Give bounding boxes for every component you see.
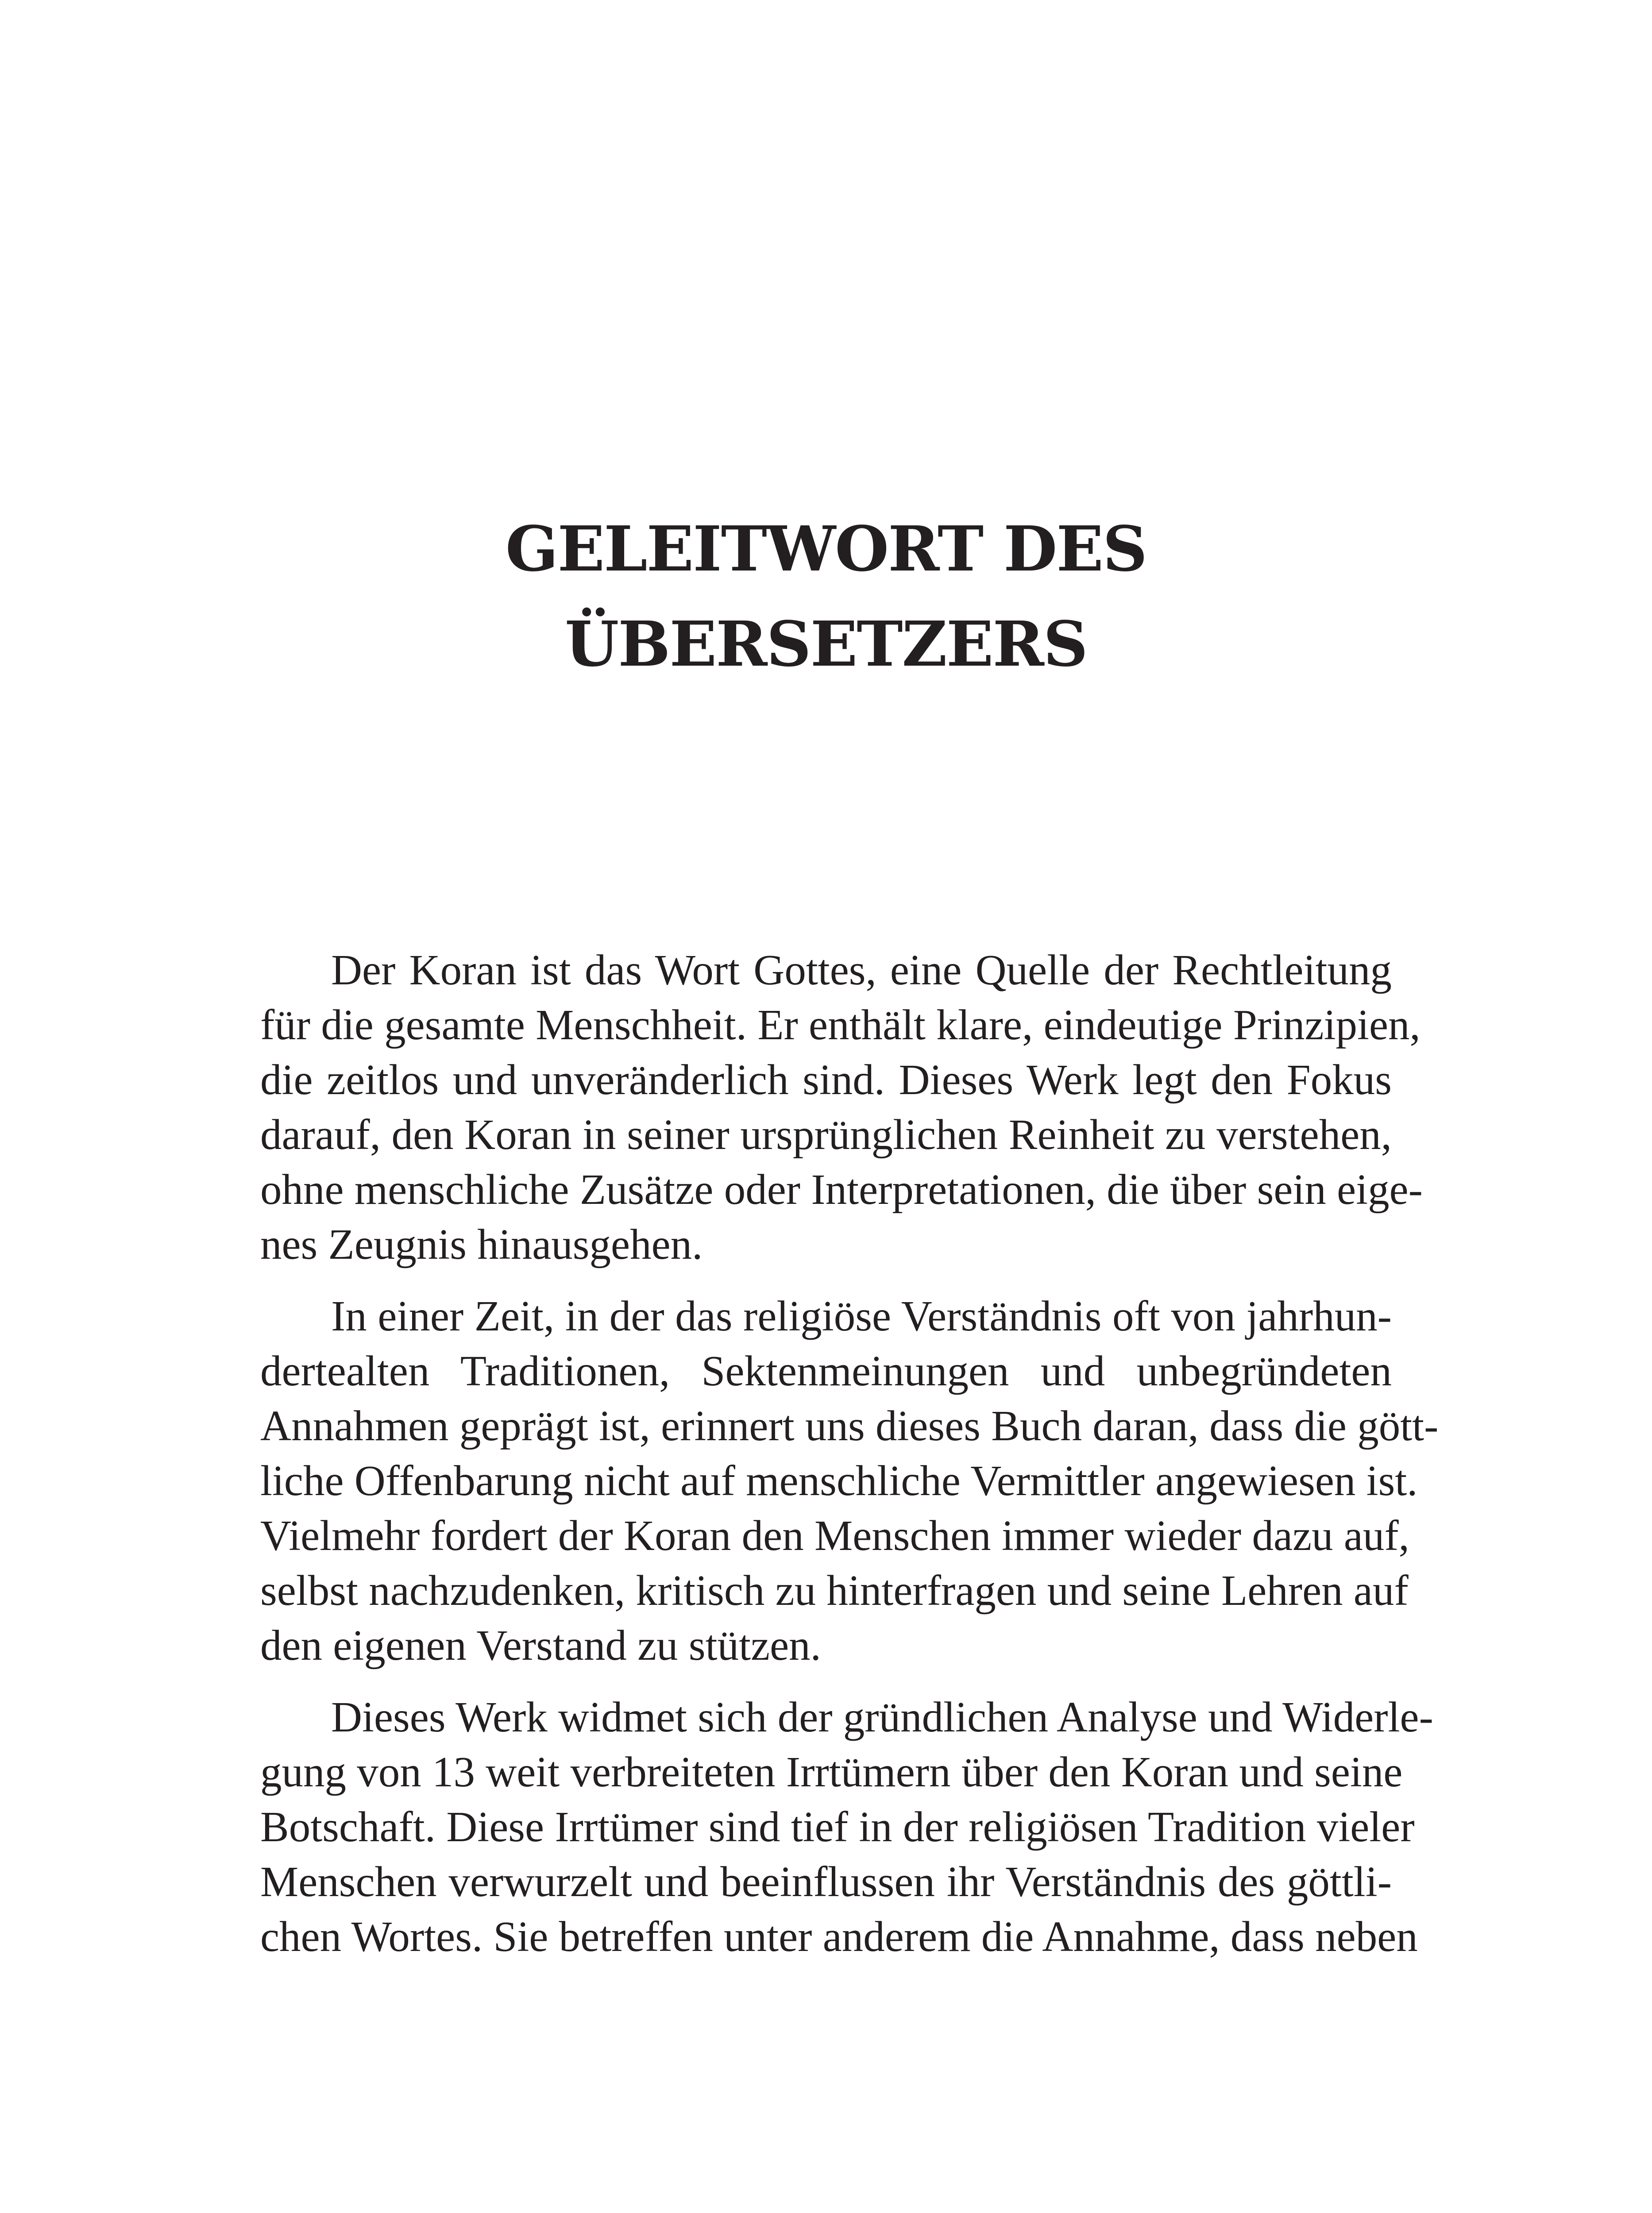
text-line: darauf, den Koran in seiner ursprünglichen Reinheit zu verstehen, bbox=[260, 1111, 1392, 1158]
paragraph-3 bbox=[260, 1690, 1433, 1964]
text-line: gung von 13 weit verbreiteten Irrtümern über den Koran und seine bbox=[260, 1748, 1403, 1796]
text-line: dertealten Traditionen, Sektenmeinungen und unbegründeten bbox=[260, 1347, 1392, 1395]
text-line: die zeitlos und unveränderlich sind. Dieses Werk legt den Fokus bbox=[260, 1056, 1392, 1103]
text-line: In einer Zeit, in der das religiöse Verständnis oft von jahrhun- bbox=[331, 1292, 1392, 1340]
text-line: den eigenen Verstand zu stützen. bbox=[260, 1622, 821, 1669]
chapter-title bbox=[0, 502, 1652, 692]
chapter-title-line-2: ÜBERSETZERS bbox=[565, 608, 1087, 681]
text-line: Dieses Werk widmet sich der gründlichen Analyse und Widerle- bbox=[331, 1693, 1433, 1741]
text-line: Menschen verwurzelt und beeinflussen ihr Verständnis des göttli- bbox=[260, 1858, 1392, 1905]
text-line: für die gesamte Menschheit. Er enthält klare, eindeutige Prinzipien, bbox=[260, 1001, 1420, 1049]
text-line: selbst nachzudenken, kritisch zu hinterfragen und seine Lehren auf bbox=[260, 1567, 1409, 1614]
text-line: nes Zeugnis hinausgehen. bbox=[260, 1221, 703, 1268]
text-line: liche Offenbarung nicht auf menschliche Vermittler angewiesen ist. bbox=[260, 1457, 1418, 1504]
chapter-title-line-1: GELEITWORT DES bbox=[505, 513, 1147, 586]
paragraph-2 bbox=[260, 1289, 1439, 1673]
text-line: Botschaft. Diese Irrtümer sind tief in der religiösen Tradition vieler bbox=[260, 1803, 1415, 1851]
text-line: chen Wortes. Sie betreffen unter anderem die Annahme, dass neben bbox=[260, 1913, 1418, 1960]
text-line: Der Koran ist das Wort Gottes, eine Quelle der Rechtleitung bbox=[331, 946, 1392, 994]
text-line: ohne menschliche Zusätze oder Interpretationen, die über sein eige- bbox=[260, 1166, 1423, 1213]
body-text bbox=[260, 943, 1439, 1981]
text-line: Vielmehr fordert der Koran den Menschen immer wieder dazu auf, bbox=[260, 1512, 1409, 1559]
text-line: Annahmen geprägt ist, erinnert uns dieses Buch daran, dass die gött- bbox=[260, 1402, 1439, 1450]
paragraph-1 bbox=[260, 943, 1423, 1272]
